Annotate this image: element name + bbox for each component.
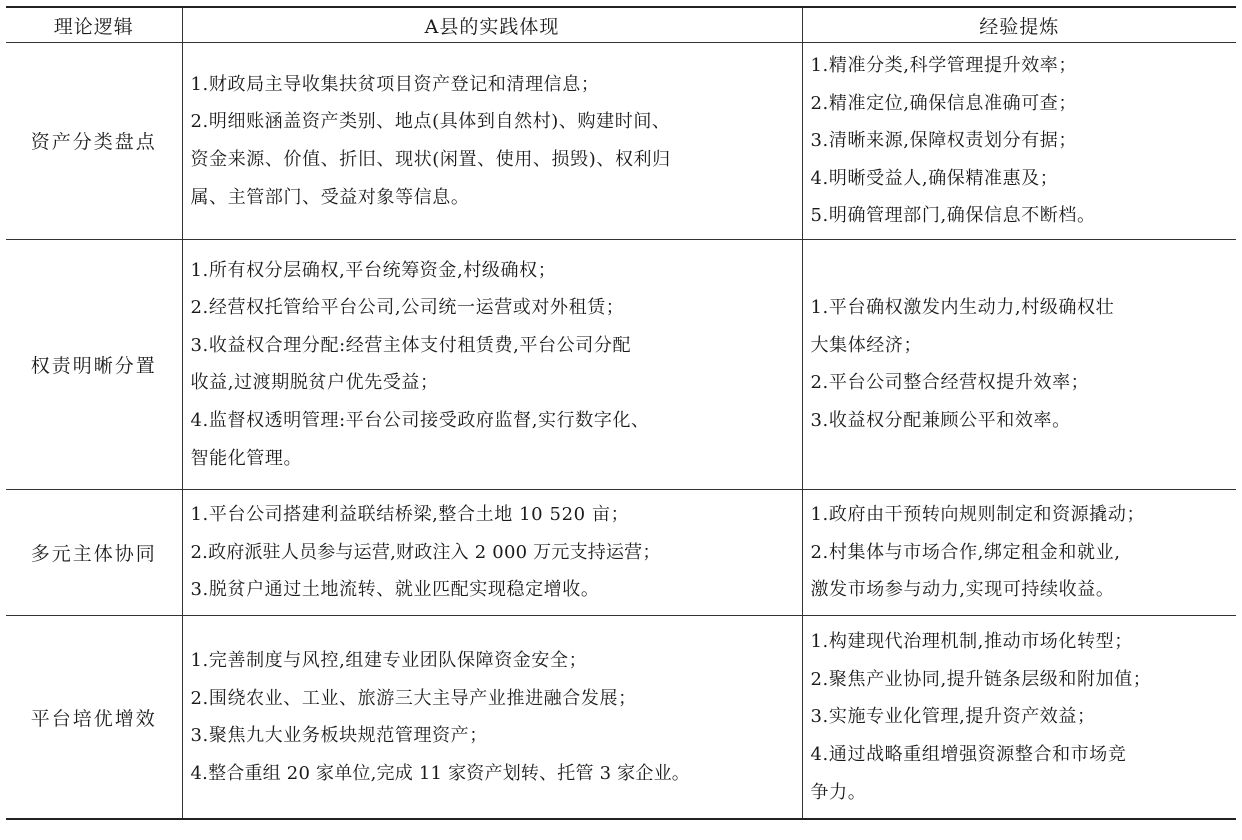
row-practice	[182, 43, 802, 240]
experience-line: 4.通过战略重组增强资源整合和市场竞	[810, 744, 1127, 766]
practice-line: 1.财政局主导收集扶贫项目资产登记和清理信息；	[190, 73, 600, 95]
practice-line: 1.平台公司搭建利益联结桥梁,整合土地 10 520 亩；	[190, 504, 630, 526]
header-county-practice: A县的实践体现	[182, 7, 802, 43]
table-row	[6, 239, 1236, 489]
row-logic: 平台培优增效	[6, 615, 182, 819]
experience-line: 激发市场参与动力,实现可持续收益。	[810, 579, 1115, 601]
experience-line: 1.平台确权激发内生动力,村级确权壮	[810, 297, 1115, 319]
experience-line: 争力。	[810, 781, 867, 803]
practice-line: 2.围绕农业、工业、旅游三大主导产业推进融合发展；	[190, 687, 637, 709]
row-practice	[182, 615, 802, 819]
experience-line: 大集体经济；	[810, 334, 923, 356]
experience-line: 2.聚焦产业协同,提升链条层级和附加值；	[810, 668, 1152, 690]
practice-line: 收益,过渡期脱贫户优先受益；	[190, 372, 439, 394]
header-theory-logic: 理论逻辑	[6, 7, 182, 43]
practice-line: 3.脱贫户通过土地流转、就业匹配实现稳定增收。	[190, 579, 600, 601]
experience-table	[6, 6, 1236, 820]
table-wrapper	[6, 6, 1236, 820]
practice-line: 4.整合重组 20 家单位,完成 11 家资产划转、托管 3 家企业。	[190, 762, 690, 784]
practice-line: 4.监督权透明管理:平台公司接受政府监督,实行数字化、	[190, 410, 650, 432]
row-logic: 多元主体协同	[6, 489, 182, 615]
row-logic: 权责明晰分置	[6, 239, 182, 489]
experience-line: 2.村集体与市场合作,绑定租金和就业,	[810, 541, 1121, 563]
practice-line: 属、主管部门、受益对象等信息。	[190, 186, 470, 208]
practice-line: 智能化管理。	[190, 447, 303, 469]
practice-line: 1.所有权分层确权,平台统筹资金,村级确权；	[190, 259, 557, 281]
experience-line: 1.政府由干预转向规则制定和资源撬动；	[810, 504, 1146, 526]
table-header-row	[6, 7, 1236, 43]
row-practice	[182, 239, 802, 489]
experience-line: 4.明晰受益人,确保精准惠及；	[810, 167, 1059, 189]
row-experience	[802, 43, 1236, 240]
experience-line: 1.构建现代治理机制,推动市场化转型；	[810, 631, 1133, 653]
table-row	[6, 43, 1236, 240]
practice-line: 资金来源、价值、折旧、现状(闲置、使用、损毁)、权利归	[190, 148, 671, 170]
header-experience: 经验提炼	[802, 7, 1236, 43]
experience-line: 2.平台公司整合经营权提升效率；	[810, 372, 1090, 394]
row-practice	[182, 489, 802, 615]
practice-line: 3.收益权合理分配:经营主体支付租赁费,平台公司分配	[190, 334, 632, 356]
experience-line: 3.实施专业化管理,提升资产效益；	[810, 706, 1096, 728]
practice-line: 1.完善制度与风控,组建专业团队保障资金安全；	[190, 650, 588, 672]
row-experience	[802, 615, 1236, 819]
experience-line: 3.收益权分配兼顾公平和效率。	[810, 410, 1071, 432]
row-experience	[802, 489, 1236, 615]
practice-line: 2.政府派驻人员参与运营,财政注入 2 000 万元支持运营；	[190, 541, 661, 563]
table-row	[6, 615, 1236, 819]
experience-line: 5.明确管理部门,确保信息不断档。	[810, 205, 1096, 227]
experience-line: 1.精准分类,科学管理提升效率；	[810, 55, 1077, 76]
table-row	[6, 489, 1236, 615]
row-logic: 资产分类盘点	[6, 43, 182, 240]
row-experience	[802, 239, 1236, 489]
practice-line: 2.经营权托管给平台公司,公司统一运营或对外租赁；	[190, 297, 625, 319]
practice-line: 3.聚焦九大业务板块规范管理资产；	[190, 725, 488, 747]
experience-line: 3.清晰来源,保障权责划分有据；	[810, 130, 1077, 152]
experience-line: 2.精准定位,确保信息准确可查；	[810, 92, 1077, 114]
practice-line: 2.明细账涵盖资产类别、地点(具体到自然村)、购建时间、	[190, 111, 671, 133]
